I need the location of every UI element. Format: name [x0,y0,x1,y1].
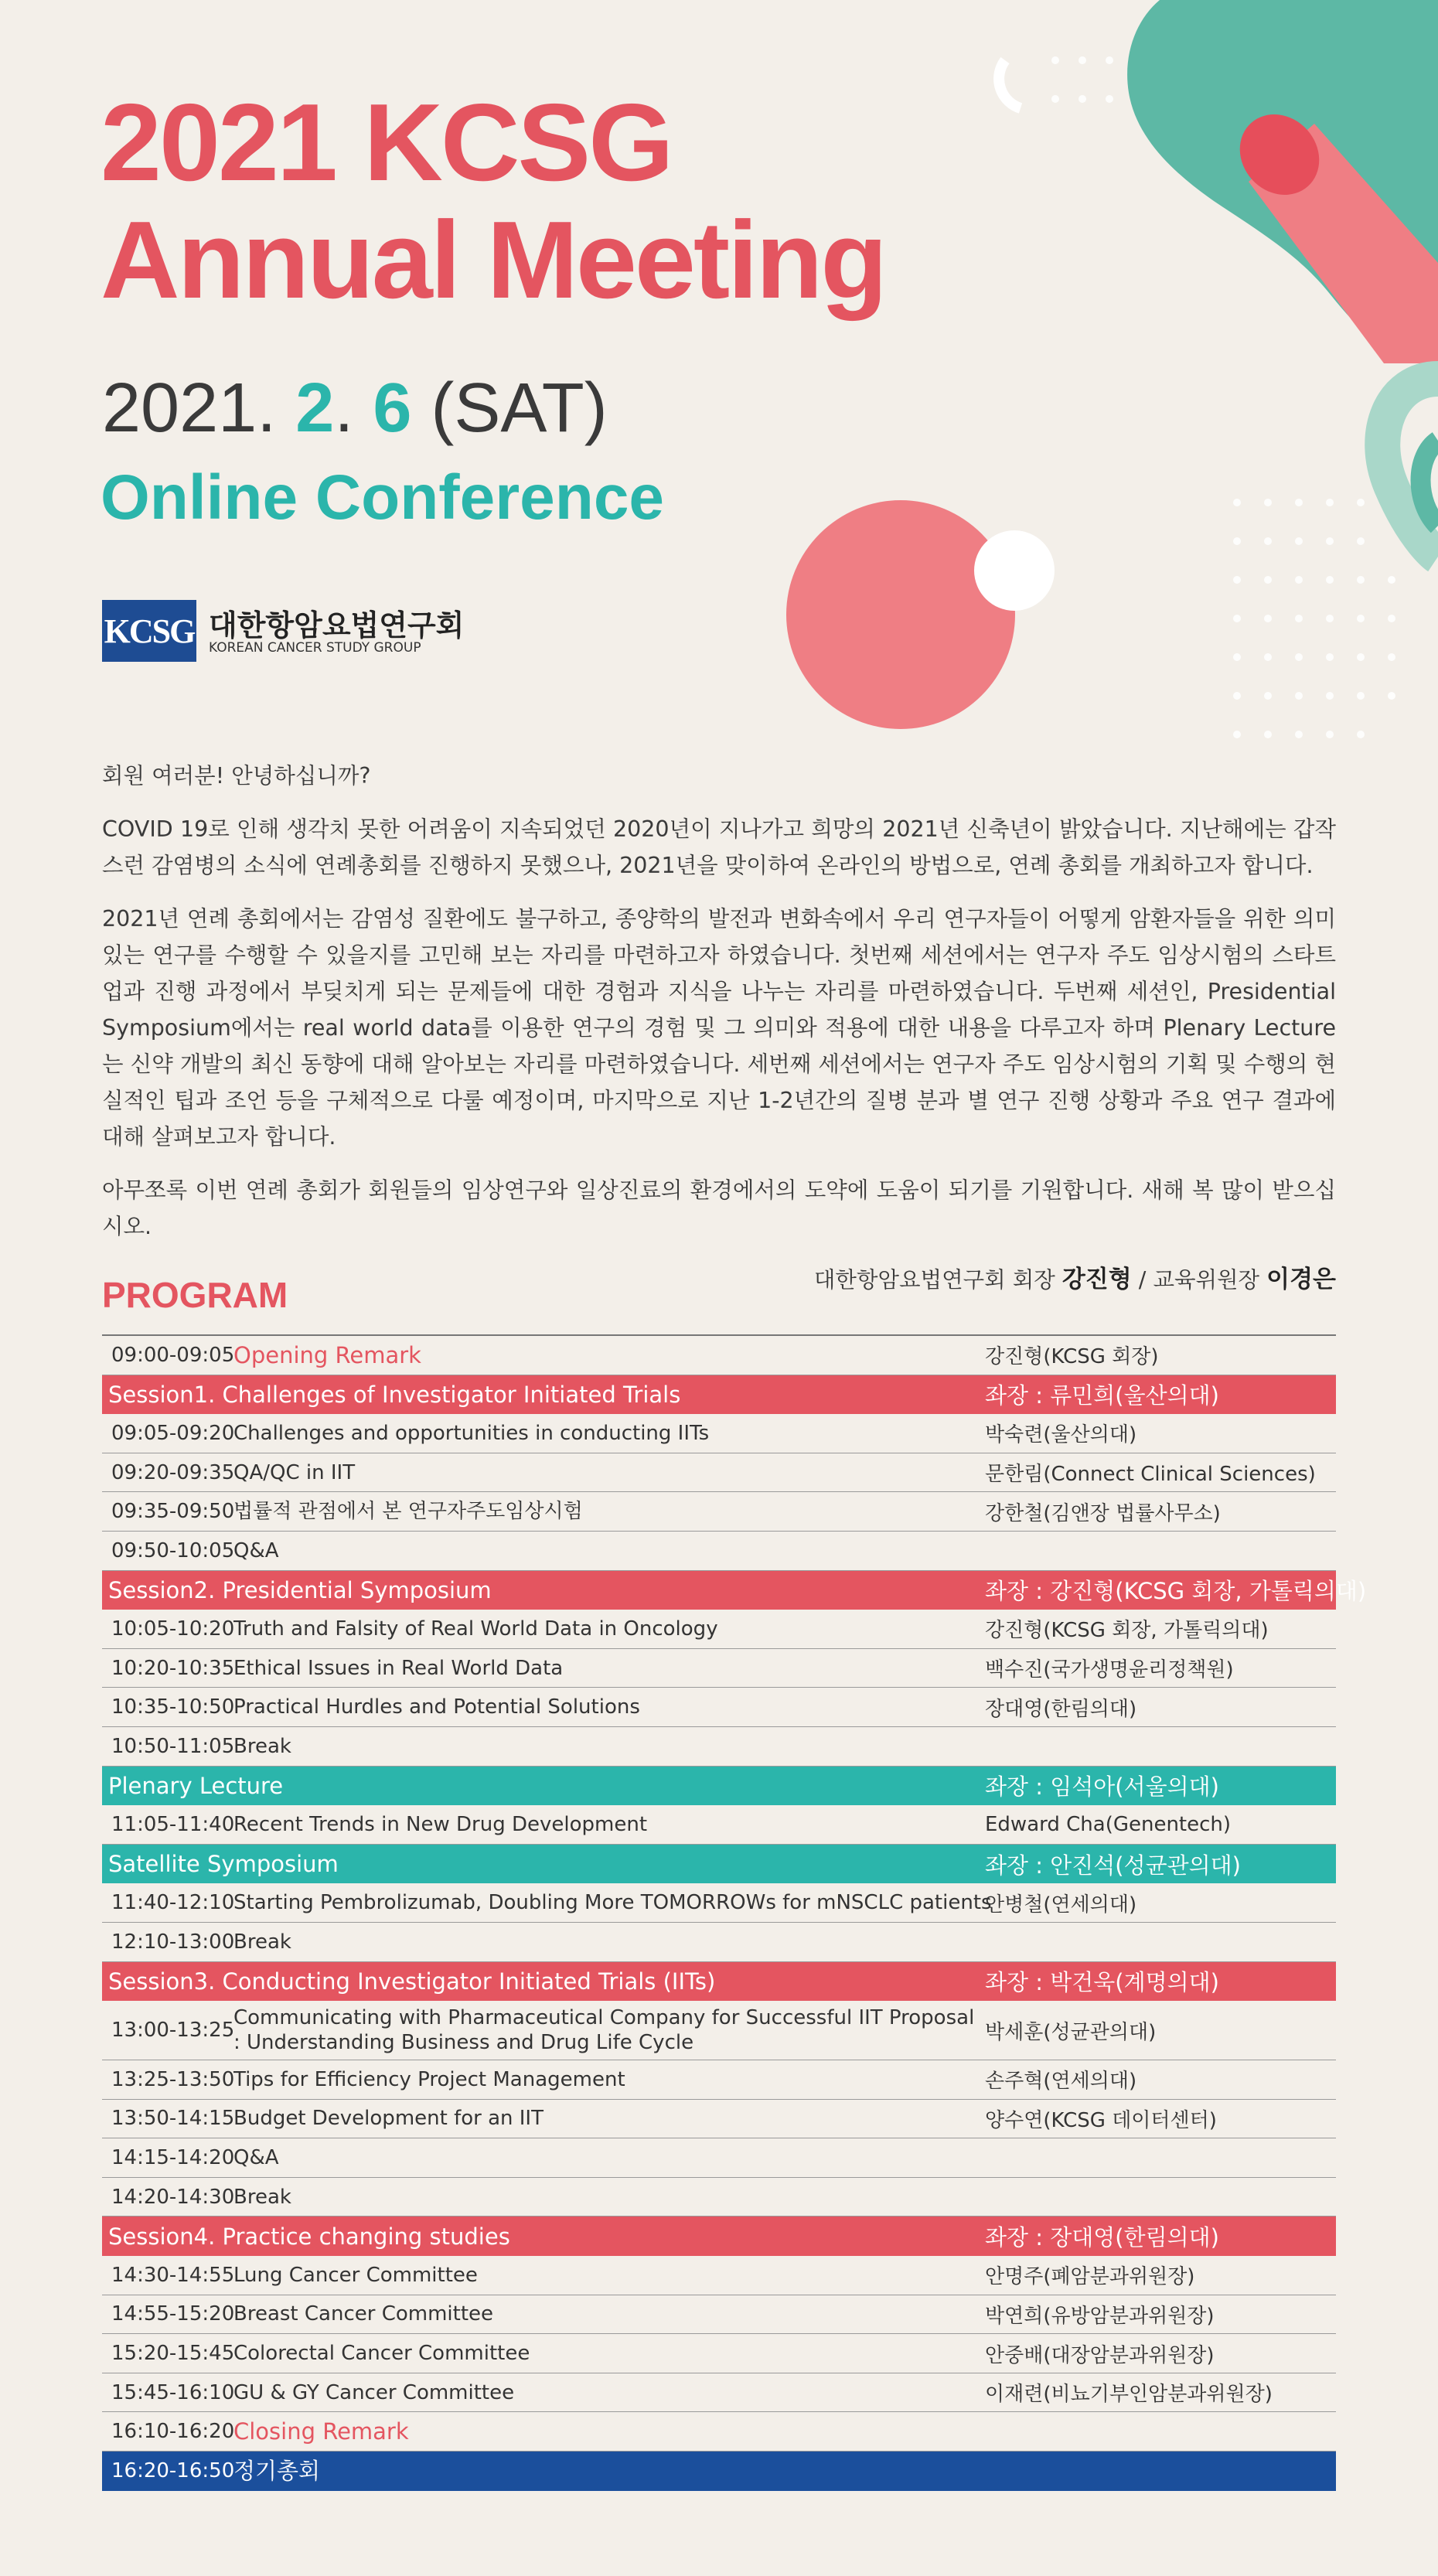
session-title: Session3. Conducting Investigator Initiated Trials (IITs) [108,1968,716,1995]
session-title: Q&A [233,2146,279,2170]
session-time: 10:35-10:50 [111,1695,235,1719]
session-title [233,2001,1068,2060]
session-chair: 좌장 : 장대영(한림의대) [985,2224,1219,2251]
session-time: 09:00-09:05 [111,1343,235,1367]
letter-paragraph-2: 2021년 연례 총회에서는 감염성 질환에도 불구하고, 종양학의 발전과 변화속에서 우리 연구자들이 어떻게 암환자들을 위한 의미 있는 연구를 수행할 수 있을지를 고민해 보는 자리를 마련하고자 하였습니다. 첫번째 세션에서는 연구자 주도 임상시험의 스타트업과 진행 과정에서 부딪치게 되는 문제들에 대한 경험과 지식을 나누는 자리를 마련하였습니다. 두번째 세션인, Presidential Symposium에서는 real world data를 이용한 연구의 경험 및 그 의미와 적용에 대한 내용을 다루고자 하며 Plenary Lecture는 신약 개발의 최신 동향에 대해 알아보는 자리를 마련하였습니다. 세번째 세션에서는 연구자 주도 임상시험의 기획 및 수행의 현실적인 팁과 조언 등을 구체적으로 다룰 예정이며, 마지막으로 지난 1-2년간의 질병 분과 별 연구 진행 상황과 주요 연구 결과에 대해 살펴보고자 합니다. [102,906,1336,1150]
session-title-lines [233,2005,974,2055]
logo-mark: KCSG [102,600,196,662]
schedule-row [102,1414,1336,1453]
session-header [102,1571,1367,1610]
white-arc [999,60,1021,108]
session-title: Budget Development for an IIT [233,2107,544,2131]
letter-greeting: 회원 여러분! 안녕하십니까? [102,763,371,789]
session-time: 14:20-14:30 [111,2185,235,2209]
session-speaker: 안병철(연세의대) [985,1893,1137,1917]
logo-name-english: KOREAN CANCER STUDY GROUP [209,640,421,656]
session-title: Breast Cancer Committee [233,2302,494,2326]
session-title: Ethical Issues in Real World Data [233,1656,564,1680]
session-speaker: 강진형(KCSG 회장, 가톨릭의대) [985,1619,1269,1643]
session-time: 09:20-09:35 [111,1460,235,1484]
schedule-row [102,1883,1336,1923]
session-speaker: 손주혁(연세의대) [985,2070,1137,2094]
schedule-row [102,2060,1336,2100]
kcsg-logo [102,600,465,663]
session-speaker: 박세훈(성균관의대) [985,2020,1157,2044]
schedule-row [102,1532,1336,1571]
letter-paragraph-1: COVID 19로 인해 생각치 못한 어려움이 지속되었던 2020년이 지나가고 희망의 2021년 신축년이 밝았습니다. 지난해에는 갑작스런 감염병의 소식에 연례총회를 진행하지 못했으나, 2021년을 맞이하여 온라인의 방법으로, 연례 총회를 개최하고자 합니다. [102,816,1336,878]
session-speaker: 안중배(대장암분과위원장) [985,2343,1215,2367]
greeting-letter [102,758,1336,1298]
session-speaker: 강진형(KCSG 회장) [985,1345,1159,1369]
session-title: Practical Hurdles and Potential Solutions [233,1695,640,1719]
session-time: 13:25-13:50 [111,2067,235,2091]
session-title: 정기총회 [233,2458,321,2485]
president-name: 강진형 [1061,1266,1132,1293]
date-month: 2 [295,370,335,447]
program-schedule [102,1334,1367,2491]
pink-circle [786,500,1015,729]
education-title: 교육위원장 [1153,1267,1260,1293]
schedule-row [102,1923,1336,1962]
logo-name-korean: 대한항암요법연구회 [209,608,465,642]
session-chair: 좌장 : 안진석(성균관의대) [985,1852,1241,1879]
signature-org: 대한항암요법연구회 회장 [813,1267,1055,1293]
session-title: Recent Trends in New Drug Development [233,1812,648,1836]
schedule-row [102,2138,1336,2178]
session-speaker: 양수연(KCSG 데이터센터) [985,2108,1217,2132]
white-circle [974,530,1055,611]
session-title: Truth and Falsity of Real World Data in Oncology [233,1617,718,1641]
session-header [102,1962,1336,2002]
schedule-row [102,1727,1336,1767]
session-title: QA/QC in IIT [233,1460,356,1484]
session-time: 10:50-11:05 [111,1734,235,1758]
session-title: Satellite Symposium [108,1851,339,1878]
session-time: 11:05-11:40 [111,1812,235,1836]
session-title: Colorectal Cancer Committee [233,2342,530,2366]
session-header [102,2217,1336,2256]
date-dot: . [334,370,354,447]
session-title: Starting Pembrolizumab, Doubling More TOMORROWs for mNSCLC patients [233,1891,992,1915]
schedule-row [102,2334,1336,2373]
session-title: Lung Cancer Committee [233,2263,478,2287]
schedule-row [102,2100,1336,2139]
session-title-line-1: Communicating with Pharmaceutical Company for Successful IIT Proposal [233,2006,975,2030]
session-time: 15:20-15:45 [111,2342,235,2366]
session-header [102,1845,1336,1884]
session-time: 16:10-16:20 [111,2420,235,2444]
session-title: GU & GY Cancer Committee [233,2380,515,2404]
session-speaker: 박숙련(울산의대) [985,1423,1137,1447]
session-time: 13:50-14:15 [111,2107,235,2131]
mint-ring-inner [1421,441,1438,526]
date-year: 2021. [102,370,277,447]
subtitle: Online Conference [101,462,665,533]
event-date [102,370,608,447]
session-time: 09:05-09:20 [111,1421,235,1445]
session-header [102,1375,1336,1415]
title-line-1: 2021 KCSG [101,81,672,204]
session-time: 09:35-09:50 [111,1500,235,1524]
session-title: Break [233,1734,291,1758]
session-title: Break [233,2185,291,2209]
session-chair: 좌장 : 박건욱(계명의대) [985,1969,1219,1996]
schedule-row [102,1649,1336,1688]
signature-separator: / [1138,1267,1147,1293]
session-title-line-2: : Understanding Business and Drug Life Cycle [233,2031,694,2055]
session-title: Q&A [233,1538,279,1562]
letter-paragraph-3: 아무쪼록 이번 연례 총회가 회원들의 임상연구와 일상진료의 환경에서의 도약에 도움이 되기를 기원합니다. 새해 복 많이 받으십시오. [102,1177,1336,1239]
date-day: 6 [373,370,412,447]
session-time: 14:15-14:20 [111,2146,235,2170]
title-line-2: Annual Meeting [101,199,886,322]
schedule-row [102,2178,1336,2217]
session-title: Plenary Lecture [108,1772,284,1799]
session-title: Break [233,1930,291,1954]
session-title: Challenges and opportunities in conducting IITs [233,1421,710,1445]
date-weekday: (SAT) [431,370,608,447]
session-speaker: 이재련(비뇨기부인암분과위원장) [985,2383,1273,2407]
session-title: Session4. Practice changing studies [108,2223,510,2250]
session-title: Tips for Efficiency Project Management [233,2067,625,2091]
session-title: Session1. Challenges of Investigator Initiated Trials [108,1381,681,1408]
session-speaker: 강한철(김앤장 법률사무소) [985,1501,1221,1525]
schedule-row [102,2412,1336,2452]
dot-grid-right [1233,499,1395,738]
session-speaker: 장대영(한림의대) [985,1697,1137,1721]
schedule-row [102,1688,1336,1727]
schedule-row [102,1492,1336,1532]
session-time: 10:20-10:35 [111,1656,235,1680]
session-chair: 좌장 : 강진형(KCSG 회장, 가톨릭의대) [985,1578,1367,1605]
schedule-row [102,1610,1336,1649]
session-speaker: Edward Cha(Genentech) [985,1812,1232,1836]
session-title: Opening Remark [233,1341,421,1368]
session-time: 15:45-16:10 [111,2380,235,2404]
session-time: 10:05-10:20 [111,1617,235,1641]
schedule-row [102,1453,1336,1493]
session-time: 16:20-16:50 [111,2459,235,2483]
session-chair: 좌장 : 류민희(울산의대) [985,1382,1219,1409]
session-chair: 좌장 : 임석아(서울의대) [985,1774,1219,1801]
schedule-row [102,1336,1336,1375]
session-speaker: 안명주(폐암분과위원장) [985,2265,1195,2289]
general-assembly-row [102,2452,1336,2491]
session-title: Closing Remark [233,2418,409,2445]
session-time: 12:10-13:00 [111,1930,235,1954]
schedule-row [102,1805,1336,1845]
session-speaker: 박연희(유방암분과위원장) [985,2304,1215,2328]
session-time: 13:00-13:25 [111,2019,235,2043]
program-heading: PROGRAM [102,1275,288,1315]
session-time: 09:50-10:05 [111,1538,235,1562]
schedule-row [102,2295,1336,2335]
schedule-row [102,2001,1336,2060]
schedule-row [102,2373,1336,2413]
session-title: Session2. Presidential Symposium [108,1576,492,1603]
session-header [102,1767,1336,1806]
session-title: 법률적 관점에서 본 연구자주도임상시험 [233,1500,583,1524]
session-speaker: 백수진(국가생명윤리정책원) [985,1658,1234,1682]
session-time: 14:55-15:20 [111,2302,235,2326]
education-name: 이경은 [1266,1266,1336,1293]
session-time: 14:30-14:55 [111,2263,235,2287]
session-time: 11:40-12:10 [111,1891,235,1915]
schedule-row [102,2256,1336,2295]
session-speaker: 문한림(Connect Clinical Sciences) [985,1463,1316,1487]
